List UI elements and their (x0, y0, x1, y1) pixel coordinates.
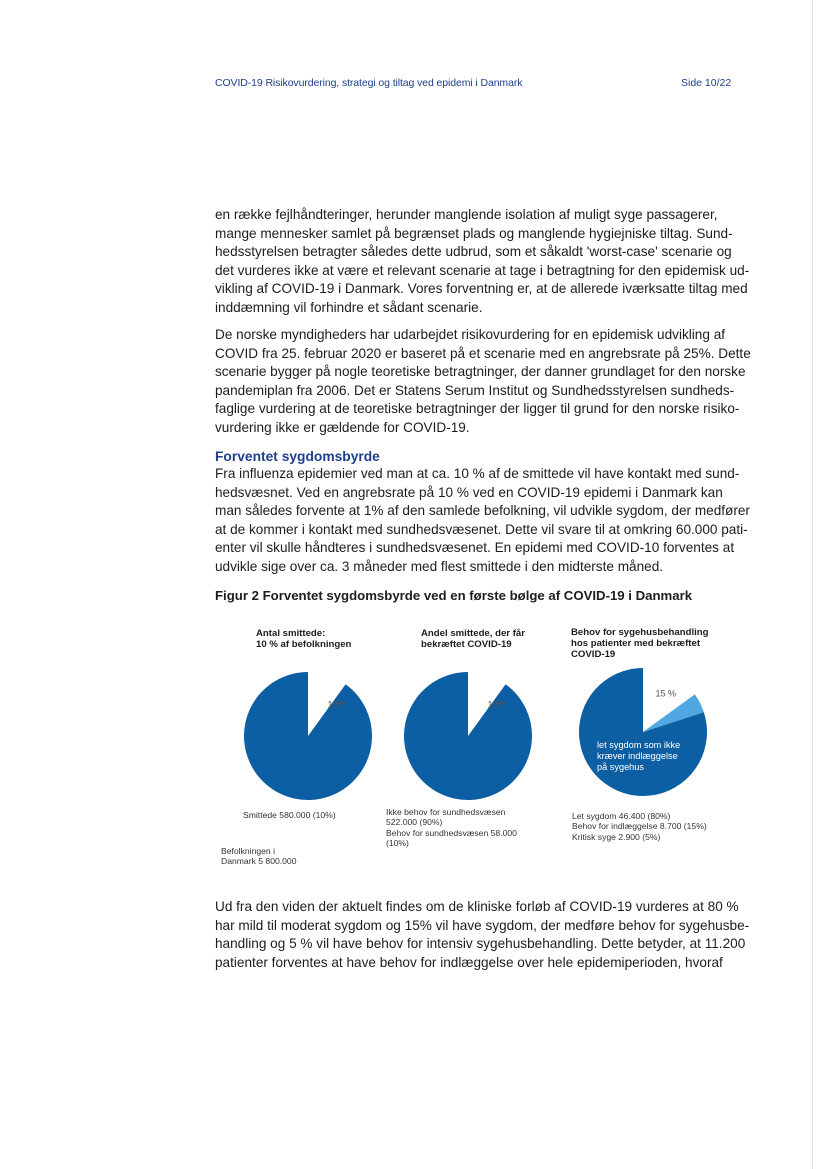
caption-line: Behov for sundhedsvæsen 58.000 (386, 827, 517, 838)
caption-line: 522.000 (90%) (386, 817, 443, 828)
inner-label-line: på sygehus (597, 762, 644, 772)
caption-line: Behov for indlæggelse 8.700 (15%) (572, 821, 707, 832)
caption-line: Ikke behov for sundhedsvæsen (386, 807, 506, 817)
chart-2-caption (386, 807, 517, 849)
caption-line: (10%) (386, 838, 409, 849)
paragraph-1 (215, 206, 750, 318)
text-line: enter vil skulle håndteres i sundhedsvæsenet. En epidemi med COVID-10 forventes at (215, 540, 735, 556)
caption-line: Kritisk syge 2.900 (5%) (572, 831, 661, 842)
section-heading: Forventet sygdomsbyrde (215, 449, 380, 464)
caption-line: Let sygdom 46.400 (80%) (572, 811, 671, 821)
text-line: mange mennesker samlet på begrænset plads og manglende hygiejniske tiltag. Sund- (215, 225, 733, 241)
text-line: vikling af COVID-19 i Danmark. Vores forventning er, at de allerede iværksatte tiltag med (215, 281, 748, 297)
chart-1-caption (243, 810, 336, 820)
text-line: hedsvæsnet. Ved en angrebsrate på 10 % ved en COVID-19 epidemi i Danmark kan (215, 484, 723, 500)
text-line: inddæmning vil forhindre et sådant scenarie. (215, 299, 483, 315)
slice-value-label: 10 % (487, 699, 509, 710)
paragraph-2 (215, 326, 751, 438)
chart-title-line: 10 % af befolkningen (256, 639, 352, 650)
text-line: De norske myndigheders har udarbejdet risikovurdering for en epidemisk udvikling af (215, 327, 726, 342)
page-edge-rule (812, 0, 813, 1169)
chart-1-title (256, 628, 351, 650)
header-title: COVID-19 Risikovurdering, strategi og tiltag ved epidemi i Danmark (215, 77, 523, 89)
text-line: patienter forventes at have behov for indlæggelse over hele epidemiperioden, hvoraf (215, 954, 723, 970)
chart-3-inner-label (597, 740, 680, 773)
text-line: at de kommer i kontakt med sundhedsvæsenet. Dette vil svare til at omkring 60.000 pati- (215, 521, 748, 537)
caption-line: Smittede 580.000 (10%) (243, 810, 336, 820)
chart-1-population-caption (221, 846, 296, 867)
text-line: pandemiplan fra 2006. Det er Statens Serum Institut og Sundhedsstyrelsen sundheds- (215, 382, 735, 398)
pie-chart-1 (243, 671, 373, 801)
inner-label-line: let sygdom som ikke (597, 740, 681, 750)
text-line: handling og 5 % vil have behov for intensiv sygehusbehandling. Dette betyder, at 11.200 (215, 936, 746, 952)
text-line: hedsstyrelsen betragter således dette udbrud, som et såkaldt 'worst-case' scenarie og (215, 244, 732, 260)
figure-title: Figur 2 Forventet sygdomsbyrde ved en første bølge af COVID-19 i Danmark (215, 588, 693, 603)
text-line: har mild til moderat sygdom og 15% vil have sygdom, der medføre behov for sygehusbe- (215, 917, 750, 933)
text-line: Fra influenza epidemier ved man at ca. 10 % af de smittede vil have kontakt med sund- (215, 466, 740, 481)
chart-2-title (421, 628, 525, 650)
paragraph-3 (215, 465, 750, 577)
text-line: vurdering ikke er gældende for COVID-19. (215, 419, 470, 435)
chart-title-line: Behov for sygehusbehandling (571, 627, 709, 638)
text-line: en række fejlhåndteringer, herunder manglende isolation af muligt syge passagerer, (215, 207, 718, 222)
chart-title-line: COVID-19 (571, 649, 616, 660)
slice-value-label: 10 % (327, 699, 349, 710)
chart-3-caption (572, 811, 707, 842)
caption-line: Danmark 5 800.000 (221, 856, 297, 867)
text-line: Ud fra den viden der aktuelt findes om de kliniske forløb af COVID-19 vurderes at 80 % (215, 899, 739, 914)
inner-label-line: kræver indlæggelse (597, 751, 678, 761)
pie-chart-3 (578, 667, 708, 797)
paragraph-4 (215, 898, 750, 972)
chart-3-title (571, 627, 709, 660)
text-line: man således forvente at 1% af den samlede befolkning, vil udvikle sygdom, der medfører (215, 503, 750, 519)
text-line: faglige vurdering at de teoretiske betragtninger der ligger til grund for den norske risiko- (215, 401, 740, 417)
slice-value-label: 15 % (655, 688, 677, 699)
chart-title-line: Antal smittede: (256, 628, 326, 639)
page-number: Side 10/22 (681, 77, 732, 89)
text-line: scenarie bygger på nogle teoretiske betragtninger, der danner grundlaget for den norske (215, 364, 746, 380)
text-line: det vurderes ikke at være et relevant scenarie at tage i betragtning for den epidemisk ud- (215, 262, 750, 278)
slice-value-label: 5 % (684, 722, 701, 733)
chart-title-line: bekræftet COVID-19 (421, 639, 512, 650)
chart-title-line: hos patienter med bekræftet (571, 638, 701, 649)
text-line: COVID fra 25. februar 2020 er baseret på et scenarie med en angrebsrate på 25%. Dette (215, 345, 751, 361)
pie-chart-2 (403, 671, 533, 801)
text-line: udvikle sige over ca. 3 måneder med flest smittede i den midterste måned. (215, 558, 664, 574)
chart-title-line: Andel smittede, der får (421, 628, 525, 639)
caption-line: Befolkningen i (221, 846, 275, 856)
